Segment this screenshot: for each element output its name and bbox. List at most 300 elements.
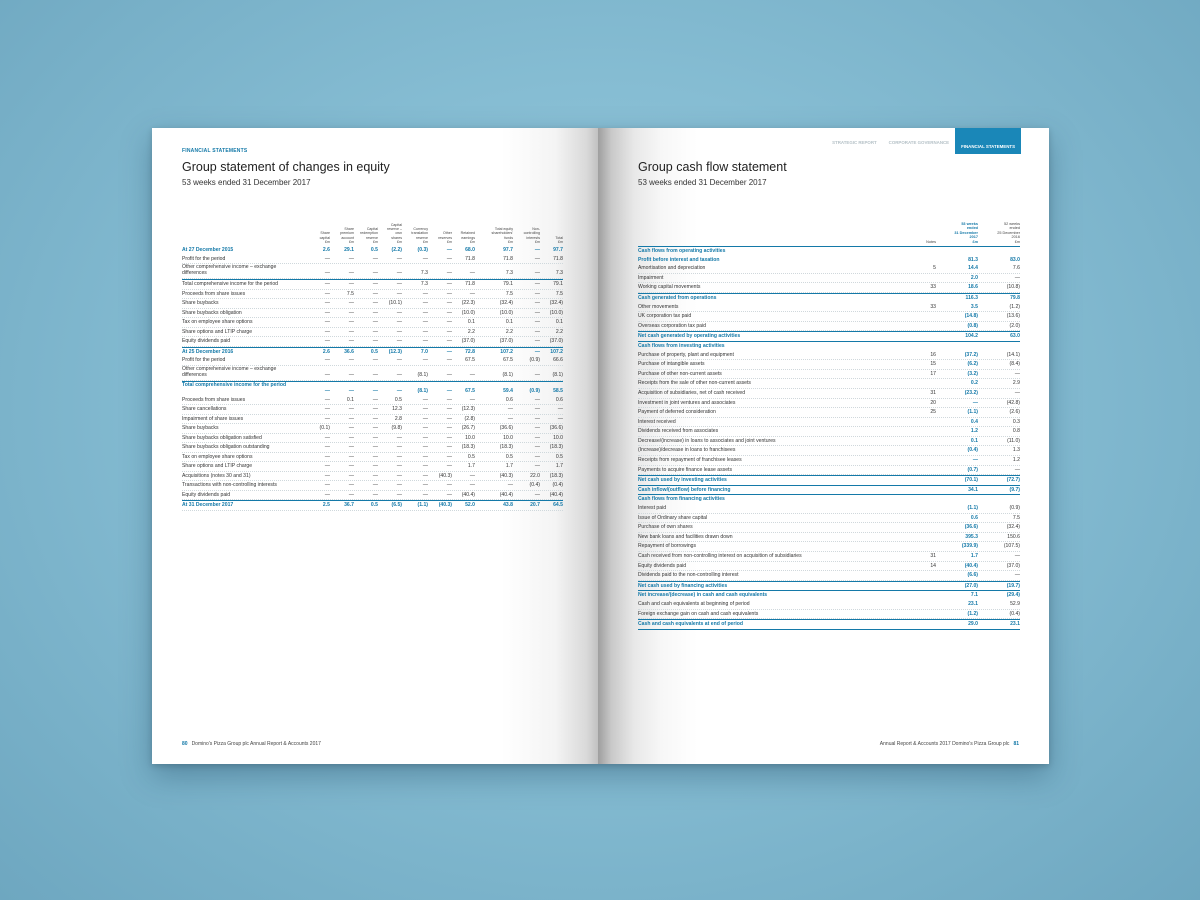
cell-value: — bbox=[422, 338, 428, 344]
prior-year-value: 7.6 bbox=[1012, 265, 1020, 272]
current-year-value: 395.3 bbox=[965, 533, 978, 540]
cell-value: — bbox=[446, 338, 452, 344]
row-label: Tax on employee share options bbox=[182, 319, 253, 325]
cell-value: — bbox=[372, 270, 378, 276]
cell-value: — bbox=[396, 270, 402, 276]
cell-value: — bbox=[534, 425, 540, 431]
cell-value: 0.5 bbox=[505, 453, 513, 460]
prior-year-value: — bbox=[1014, 389, 1020, 396]
tab-financial-statements[interactable]: FINANCIAL STATEMENTS bbox=[955, 128, 1021, 154]
cell-value: — bbox=[446, 371, 452, 378]
cell-value: — bbox=[446, 425, 452, 431]
cell-value: — bbox=[372, 491, 378, 498]
current-year-value: 0.1 bbox=[970, 437, 978, 444]
prior-year-value: (2.0) bbox=[1009, 322, 1020, 329]
prior-year-value: (10.8) bbox=[1006, 284, 1020, 291]
prior-year-value: — bbox=[1014, 370, 1020, 377]
cell-value: 97.7 bbox=[503, 247, 513, 253]
cell-value: 0.1 bbox=[555, 319, 563, 325]
prior-year-value: (32.4) bbox=[1006, 524, 1020, 531]
cell-value: — bbox=[446, 453, 452, 460]
current-year-value: 18.6 bbox=[968, 284, 978, 291]
cell-value: 107.2 bbox=[500, 348, 513, 355]
prior-year-value: 79.8 bbox=[1010, 294, 1020, 301]
cell-value: 0.5 bbox=[467, 453, 475, 460]
cell-value: — bbox=[396, 463, 402, 469]
cell-value: 2.6 bbox=[322, 348, 330, 355]
table-row bbox=[182, 405, 563, 415]
table-row bbox=[182, 491, 563, 501]
cell-value: — bbox=[372, 371, 378, 378]
table-row bbox=[182, 396, 563, 406]
cell-value: — bbox=[534, 396, 540, 403]
cell-value: — bbox=[422, 472, 428, 479]
row-label: Net cash generated by operating activities bbox=[638, 333, 741, 340]
table-row bbox=[182, 462, 563, 472]
row-label: (Increase)/decrease in loans to franchisees bbox=[638, 447, 736, 454]
current-year-value: (40.4) bbox=[964, 562, 978, 569]
table-row bbox=[638, 256, 1020, 265]
cell-value: — bbox=[348, 472, 354, 479]
row-label: Working capital movements bbox=[638, 284, 701, 291]
cell-value: — bbox=[422, 309, 428, 316]
row-label: Other comprehensive income – exchange differences bbox=[182, 365, 277, 378]
table-row bbox=[638, 581, 1020, 592]
cell-value: (9.8) bbox=[391, 425, 402, 431]
current-year-value: (0.4) bbox=[967, 447, 978, 454]
cell-value: — bbox=[422, 357, 428, 363]
equity-col-header: Capital reserve – own shares £m bbox=[387, 222, 402, 244]
cell-value: — bbox=[534, 348, 540, 355]
row-label: Profit before interest and taxation bbox=[638, 256, 720, 263]
current-year-value: 0.6 bbox=[970, 514, 978, 521]
cell-value: 67.5 bbox=[465, 387, 475, 394]
cell-value: — bbox=[422, 463, 428, 469]
table-row bbox=[182, 481, 563, 491]
cell-value: 7.5 bbox=[346, 290, 354, 297]
cell-value: — bbox=[422, 300, 428, 306]
row-label: Total comprehensive income for the period bbox=[182, 381, 287, 388]
cell-value: 67.5 bbox=[465, 357, 475, 363]
cell-value: — bbox=[372, 255, 378, 262]
table-row bbox=[638, 523, 1020, 533]
prior-year-value: — bbox=[1014, 572, 1020, 579]
current-year-value: 116.3 bbox=[965, 294, 978, 301]
current-year-value: (37.2) bbox=[964, 351, 978, 358]
table-row bbox=[638, 552, 1020, 562]
col-current-year: 53 weeks ended 31 December 2017 £m bbox=[954, 221, 978, 244]
cell-value: — bbox=[372, 472, 378, 479]
current-year-value: 7.1 bbox=[970, 592, 978, 599]
cell-value: — bbox=[324, 357, 330, 363]
row-label: Overseas corporation tax paid bbox=[638, 322, 706, 329]
cell-value: — bbox=[372, 338, 378, 344]
cell-value: 0.1 bbox=[346, 396, 354, 403]
row-label: Other comprehensive income – exchange differences bbox=[182, 264, 277, 277]
current-year-value: 23.1 bbox=[968, 600, 978, 607]
table-row bbox=[638, 399, 1020, 409]
cell-value: — bbox=[348, 415, 354, 422]
prior-year-value: (0.9) bbox=[1009, 505, 1020, 512]
cell-value: — bbox=[446, 255, 452, 262]
cell-value: — bbox=[372, 482, 378, 488]
prior-year-value: 23.1 bbox=[1010, 621, 1020, 628]
cell-value: 79.1 bbox=[503, 281, 513, 287]
equity-table-header bbox=[182, 220, 562, 244]
cell-value: — bbox=[446, 270, 452, 276]
prior-year-value: — bbox=[1014, 466, 1020, 473]
note-ref: 16 bbox=[930, 351, 936, 358]
table-row bbox=[638, 360, 1020, 370]
note-ref: 33 bbox=[930, 303, 936, 310]
prior-year-value: 1.2 bbox=[1012, 457, 1020, 464]
cell-value: — bbox=[507, 415, 513, 422]
current-year-value: (3.2) bbox=[967, 370, 978, 377]
row-label: Purchase of other non-current assets bbox=[638, 370, 722, 377]
footer-text: Domino's Pizza Group plc Annual Report & Accounts 2017 bbox=[191, 741, 321, 747]
row-label: Transactions with non-controlling interests bbox=[182, 482, 277, 488]
cell-value: — bbox=[446, 290, 452, 297]
cell-value: — bbox=[348, 453, 354, 460]
cell-value: 43.8 bbox=[503, 502, 513, 508]
cell-value: — bbox=[469, 270, 475, 276]
cell-value: — bbox=[348, 270, 354, 276]
row-label: Share buybacks bbox=[182, 425, 219, 431]
row-label: Cash received from non-controlling interest on acquisition of subsidiaries bbox=[638, 553, 802, 559]
cell-value: — bbox=[446, 434, 452, 441]
table-row bbox=[638, 351, 1020, 361]
cell-value: 7.0 bbox=[420, 348, 428, 355]
prior-year-value: — bbox=[1014, 553, 1020, 559]
left-footer bbox=[182, 741, 321, 747]
cell-value: — bbox=[534, 491, 540, 498]
cell-value: — bbox=[372, 425, 378, 431]
cell-value: — bbox=[324, 387, 330, 394]
table-row bbox=[182, 299, 563, 309]
cell-value: — bbox=[446, 300, 452, 306]
row-label: Share buybacks obligation satisfied bbox=[182, 434, 262, 441]
cell-value: — bbox=[446, 247, 452, 253]
page-subtitle: 53 weeks ended 31 December 2017 bbox=[182, 178, 311, 187]
page-number: 81 bbox=[1013, 741, 1019, 747]
cell-value: — bbox=[422, 319, 428, 325]
cell-value: — bbox=[507, 482, 513, 488]
current-year-value: (6.6) bbox=[967, 572, 978, 579]
cell-value: — bbox=[348, 300, 354, 306]
cell-value: — bbox=[446, 348, 452, 355]
cell-value: — bbox=[348, 434, 354, 441]
cell-value: (10.0) bbox=[461, 309, 475, 316]
cell-value: — bbox=[422, 328, 428, 335]
cell-value: — bbox=[348, 425, 354, 431]
cell-value: 59.4 bbox=[503, 387, 513, 394]
right-footer bbox=[880, 741, 1019, 747]
cell-value: — bbox=[372, 406, 378, 412]
cell-value: 66.6 bbox=[553, 357, 563, 363]
cell-value: — bbox=[324, 415, 330, 422]
tab-strategic-report[interactable]: STRATEGIC REPORT bbox=[832, 140, 877, 145]
row-label: Amortisation and depreciation bbox=[638, 265, 706, 272]
cell-value: — bbox=[396, 387, 402, 394]
equity-col-header: Total £m bbox=[555, 235, 563, 244]
cell-value: — bbox=[324, 444, 330, 450]
cell-value: (0.4) bbox=[552, 482, 563, 488]
cell-value: — bbox=[372, 290, 378, 297]
row-label: At 31 December 2017 bbox=[182, 502, 234, 508]
table-row bbox=[638, 303, 1020, 313]
cell-value: — bbox=[372, 300, 378, 306]
cell-value: — bbox=[422, 425, 428, 431]
prior-year-value: 83.0 bbox=[1010, 256, 1020, 263]
row-label: Impairment bbox=[638, 274, 664, 281]
cell-value: — bbox=[534, 444, 540, 450]
prior-year-value: 2.9 bbox=[1012, 380, 1020, 387]
cell-value: — bbox=[372, 309, 378, 316]
cell-value: — bbox=[324, 472, 330, 479]
cell-value: (22.3) bbox=[461, 300, 475, 306]
cell-value: — bbox=[557, 415, 563, 422]
row-label: New bank loans and facilities drawn down bbox=[638, 533, 733, 540]
row-label: Impairment of share issues bbox=[182, 415, 244, 422]
equity-col-header: Non- controlling interests £m bbox=[523, 227, 540, 244]
cell-value: — bbox=[446, 463, 452, 469]
table-row bbox=[638, 342, 1020, 351]
row-label: Cash and cash equivalents at end of period bbox=[638, 621, 744, 628]
cell-value: — bbox=[446, 281, 452, 287]
page-number: 80 bbox=[182, 741, 188, 747]
table-row bbox=[638, 591, 1020, 600]
cell-value: 7.5 bbox=[555, 290, 563, 297]
page-title: Group cash flow statement bbox=[638, 160, 787, 174]
cell-value: 0.1 bbox=[505, 319, 513, 325]
table-row bbox=[638, 533, 1020, 543]
current-year-value: 29.0 bbox=[968, 621, 978, 628]
cell-value: (8.1) bbox=[417, 371, 428, 378]
cell-value: — bbox=[396, 444, 402, 450]
equity-col-header: Share capital £m bbox=[319, 231, 330, 244]
row-label: Net cash used by financing activities bbox=[638, 582, 728, 589]
prior-year-value: (1.2) bbox=[1009, 303, 1020, 310]
row-label: Equity dividends paid bbox=[638, 562, 687, 569]
cell-value: — bbox=[396, 255, 402, 262]
cell-value: — bbox=[372, 387, 378, 394]
cell-value: 7.5 bbox=[505, 290, 513, 297]
cell-value: — bbox=[534, 406, 540, 412]
cell-value: 7.3 bbox=[420, 281, 428, 287]
note-ref: 31 bbox=[930, 553, 936, 559]
cell-value: (18.3) bbox=[499, 444, 513, 450]
cell-value: — bbox=[422, 406, 428, 412]
current-year-value: (70.1) bbox=[964, 477, 978, 484]
prior-year-value: (72.7) bbox=[1006, 477, 1020, 484]
table-row bbox=[182, 347, 563, 357]
row-label: At 27 December 2015 bbox=[182, 247, 234, 253]
table-row bbox=[182, 328, 563, 338]
row-label: Cash flows from operating activities bbox=[638, 248, 726, 254]
table-row bbox=[182, 246, 563, 255]
cell-value: — bbox=[324, 434, 330, 441]
prior-year-value: (0.4) bbox=[1009, 610, 1020, 617]
cell-value: (10.0) bbox=[499, 309, 513, 316]
cell-value: 97.7 bbox=[553, 247, 563, 253]
cell-value: (0.9) bbox=[529, 357, 540, 363]
cell-value: — bbox=[534, 415, 540, 422]
cell-value: (6.5) bbox=[391, 502, 402, 508]
cell-value: 1.7 bbox=[467, 463, 475, 469]
cell-value: — bbox=[534, 300, 540, 306]
cell-value: (32.4) bbox=[499, 300, 513, 306]
cell-value: — bbox=[396, 281, 402, 287]
current-year-value: (6.2) bbox=[967, 361, 978, 368]
report-spread bbox=[152, 128, 1049, 764]
cell-value: — bbox=[372, 281, 378, 287]
table-row bbox=[638, 466, 1020, 476]
cell-value: 0.5 bbox=[370, 247, 378, 253]
cell-value: — bbox=[446, 387, 452, 394]
table-row bbox=[182, 366, 563, 381]
cell-value: 58.5 bbox=[553, 387, 563, 394]
cell-value: — bbox=[534, 281, 540, 287]
cell-value: — bbox=[446, 415, 452, 422]
cell-value: (0.4) bbox=[529, 482, 540, 488]
table-row bbox=[182, 356, 563, 366]
cell-value: — bbox=[348, 491, 354, 498]
cell-value: — bbox=[446, 319, 452, 325]
cell-value: 2.6 bbox=[322, 247, 330, 253]
note-ref: 25 bbox=[930, 409, 936, 416]
cell-value: — bbox=[422, 491, 428, 498]
cell-value: 0.5 bbox=[394, 396, 402, 403]
current-year-value: 14.4 bbox=[968, 265, 978, 272]
current-year-value: (23.2) bbox=[964, 389, 978, 396]
cell-value: 2.2 bbox=[555, 328, 563, 335]
cell-value: — bbox=[446, 444, 452, 450]
cell-value: 29.1 bbox=[344, 247, 354, 253]
cell-value: (1.1) bbox=[417, 502, 428, 508]
cell-value: (36.6) bbox=[499, 425, 513, 431]
cell-value: — bbox=[372, 444, 378, 450]
cell-value: — bbox=[446, 357, 452, 363]
cell-value: — bbox=[469, 472, 475, 479]
cell-value: — bbox=[324, 270, 330, 276]
cell-value: 72.8 bbox=[465, 348, 475, 355]
table-row bbox=[638, 456, 1020, 466]
cell-value: 0.5 bbox=[555, 453, 563, 460]
cell-value: — bbox=[534, 338, 540, 344]
table-row bbox=[182, 443, 563, 453]
prior-year-value: (29.4) bbox=[1006, 592, 1020, 599]
table-row bbox=[182, 472, 563, 482]
row-label: Net cash used by investing activities bbox=[638, 477, 727, 484]
footer-text: Annual Report & Accounts 2017 Domino's Pizza Group plc bbox=[879, 741, 1010, 747]
equity-col-header: Capital redemption reserve £m bbox=[360, 227, 378, 244]
cell-value: (40.3) bbox=[499, 472, 513, 479]
cell-value: (2.2) bbox=[391, 247, 402, 253]
prior-year-value: 0.3 bbox=[1012, 418, 1020, 425]
row-label: Proceeds from share issues bbox=[182, 290, 246, 297]
cell-value: — bbox=[534, 328, 540, 335]
cell-value: — bbox=[469, 290, 475, 297]
cell-value: 7.3 bbox=[420, 270, 428, 276]
table-row bbox=[638, 283, 1020, 293]
cell-value: — bbox=[348, 309, 354, 316]
current-year-value: (14.8) bbox=[964, 313, 978, 320]
cell-value: (8.1) bbox=[417, 387, 428, 394]
cell-value: 2.2 bbox=[467, 328, 475, 335]
cell-value: — bbox=[534, 270, 540, 276]
cell-value: — bbox=[372, 319, 378, 325]
row-label: Share buybacks bbox=[182, 300, 219, 306]
table-row bbox=[638, 379, 1020, 389]
cell-value: 2.8 bbox=[394, 415, 402, 422]
row-label: Receipts from the sale of other non-current assets bbox=[638, 380, 751, 387]
cell-value: — bbox=[422, 415, 428, 422]
current-year-value: (36.6) bbox=[964, 524, 978, 531]
table-row bbox=[638, 437, 1020, 447]
col-prior-year: 52 weeks ended 25 December 2016 £m bbox=[997, 221, 1020, 244]
cell-value: — bbox=[324, 396, 330, 403]
cell-value: — bbox=[422, 290, 428, 297]
cashflow-table bbox=[638, 246, 1020, 630]
row-label: Decrease/(increase) in loans to associates and joint ventures bbox=[638, 437, 776, 444]
row-label: Other movements bbox=[638, 303, 679, 310]
table-row bbox=[182, 309, 563, 319]
cell-value: — bbox=[446, 406, 452, 412]
cell-value: (2.8) bbox=[464, 415, 475, 422]
current-year-value: 1.2 bbox=[970, 428, 978, 435]
row-label: Proceeds from share issues bbox=[182, 396, 246, 403]
equity-col-header: Total equity shareholders' funds £m bbox=[491, 227, 513, 244]
cell-value: 79.1 bbox=[553, 281, 563, 287]
cell-value: — bbox=[324, 338, 330, 344]
cell-value: — bbox=[534, 255, 540, 262]
cell-value: 1.7 bbox=[505, 463, 513, 469]
table-row bbox=[638, 475, 1020, 486]
cell-value: 0.5 bbox=[370, 348, 378, 355]
cell-value: — bbox=[396, 491, 402, 498]
cell-value: (10.1) bbox=[388, 300, 402, 306]
row-label: Repayment of borrowings bbox=[638, 543, 697, 550]
current-year-value: 0.2 bbox=[970, 380, 978, 387]
cell-value: 10.0 bbox=[553, 434, 563, 441]
cell-value: (37.0) bbox=[499, 338, 513, 344]
cell-value: — bbox=[422, 482, 428, 488]
tab-corporate-governance[interactable]: CORPORATE GOVERNANCE bbox=[888, 140, 950, 145]
row-label: UK corporation tax paid bbox=[638, 313, 692, 320]
cell-value: — bbox=[534, 319, 540, 325]
table-row bbox=[638, 274, 1020, 284]
cell-value: — bbox=[348, 338, 354, 344]
table-row bbox=[638, 264, 1020, 274]
prior-year-value: (37.0) bbox=[1006, 562, 1020, 569]
cell-value: — bbox=[507, 406, 513, 412]
prior-year-value: (2.6) bbox=[1009, 409, 1020, 416]
cell-value: (32.4) bbox=[549, 300, 563, 306]
row-label: Cash inflow/(outflow) before financing bbox=[638, 486, 731, 493]
cashflow-table-header bbox=[638, 214, 1020, 244]
cell-value: (0.9) bbox=[529, 387, 540, 394]
row-label: Cash flows from investing activities bbox=[638, 342, 725, 349]
current-year-value: 3.5 bbox=[970, 303, 978, 310]
cell-value: (18.3) bbox=[461, 444, 475, 450]
row-label: Issue of Ordinary share capital bbox=[638, 514, 708, 521]
cell-value: — bbox=[469, 396, 475, 403]
table-row bbox=[638, 514, 1020, 524]
cell-value: 2.5 bbox=[322, 502, 330, 508]
cell-value: 68.0 bbox=[465, 247, 475, 253]
note-ref: 17 bbox=[930, 370, 936, 377]
table-row bbox=[638, 427, 1020, 437]
